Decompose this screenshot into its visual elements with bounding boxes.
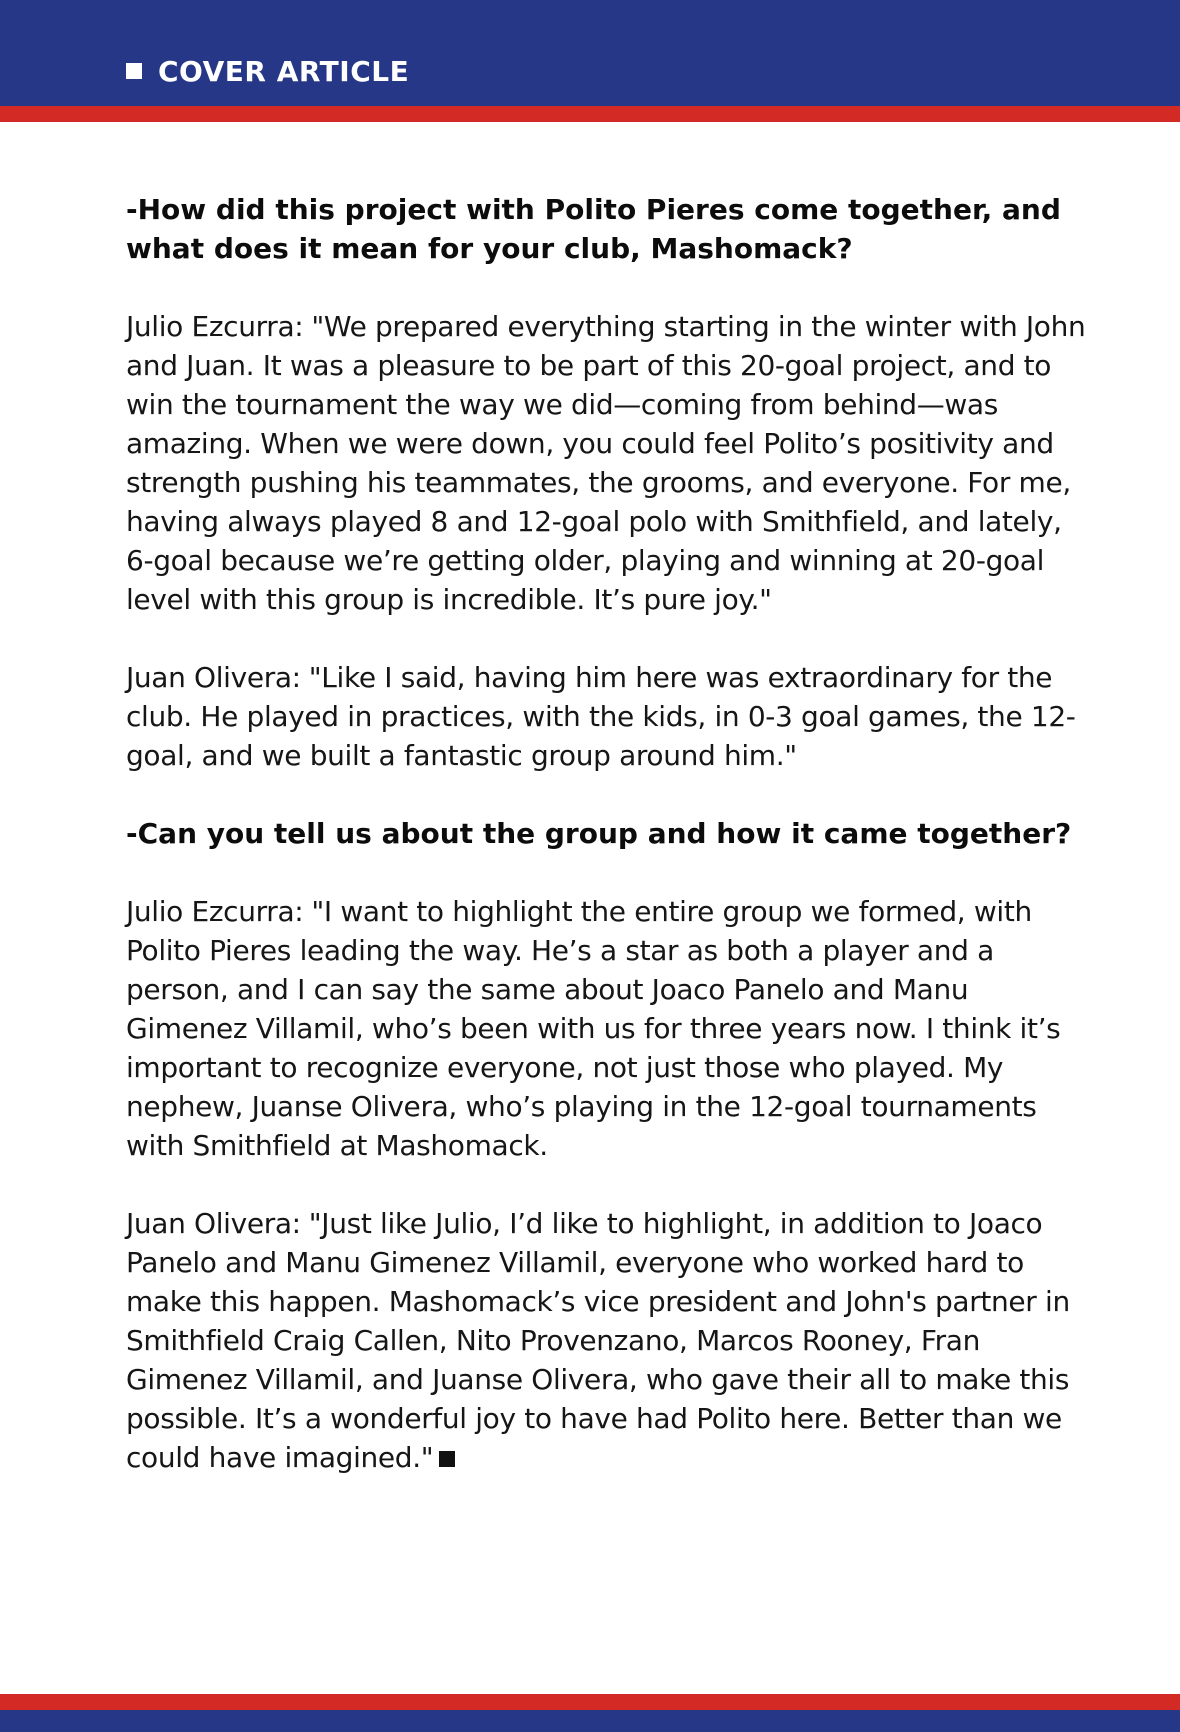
- article-body: [126, 190, 1086, 1516]
- answer-2: [126, 658, 1086, 775]
- answer-text: "I want to highlight the entire group we formed, with Polito Pieres leading the way. He’s a star as both a player and a person, and I can say the same about Joaco Panelo and Manu Gimenez Villamil, who’s been with us for three years now. I think it’s important to recognize everyone, not just those who played. My nephew, Juanse Olivera, who’s playing in the 12-goal tournaments with Smithfield at Mashomack.: [126, 895, 1061, 1162]
- answer-text: "Just like Julio, I’d like to highlight, in addition to Joaco Panelo and Manu Gimenez Villamil, everyone who worked hard to make this happen. Mashomack’s vice president and John's partner in Smithfield Craig Callen, Nito Provenzano, Marcos Rooney, Fran Gimenez Villamil, and Juanse Olivera, who gave their all to make this possible. It’s a wonderful joy to have had Polito here. Better than we could have imagined.": [126, 1207, 1070, 1474]
- footer-band: [0, 1710, 1180, 1732]
- speaker-name: Juan Olivera:: [126, 661, 301, 694]
- footer-stripe: [0, 1694, 1180, 1710]
- section-label-text: COVER ARTICLE: [158, 54, 410, 88]
- answer-4: [126, 1204, 1086, 1477]
- question-1: -How did this project with Polito Pieres come together, and what does it mean for your club, Mashomack?: [126, 193, 1061, 265]
- section-label: [126, 52, 409, 90]
- header-stripe: [0, 106, 1180, 122]
- speaker-name: Julio Ezcurra:: [126, 310, 304, 343]
- question-2: -Can you tell us about the group and how it came together?: [126, 817, 1072, 850]
- speaker-name: Juan Olivera:: [126, 1207, 301, 1240]
- answer-text: "We prepared everything starting in the winter with John and Juan. It was a pleasure to be part of this 20-goal project, and to win the tournament the way we did—coming from behind—was amazing. When we were down, you could feel Polito’s positivity and strength pushing his teammates, the grooms, and everyone. For me, having always played 8 and 12-goal polo with Smithfield, and lately, 6-goal because we’re getting older, playing and winning at 20-goal level with this group is incredible. It’s pure joy.": [126, 310, 1086, 616]
- answer-text: "Like I said, having him here was extraordinary for the club. He played in practices, with the kids, in 0-3 goal games, the 12-goal, and we built a fantastic group around him.": [126, 661, 1076, 772]
- square-bullet-icon: [126, 63, 142, 79]
- end-of-article-icon: [439, 1451, 455, 1467]
- answer-1: [126, 307, 1086, 619]
- speaker-name: Julio Ezcurra:: [126, 895, 304, 928]
- answer-3: [126, 892, 1086, 1165]
